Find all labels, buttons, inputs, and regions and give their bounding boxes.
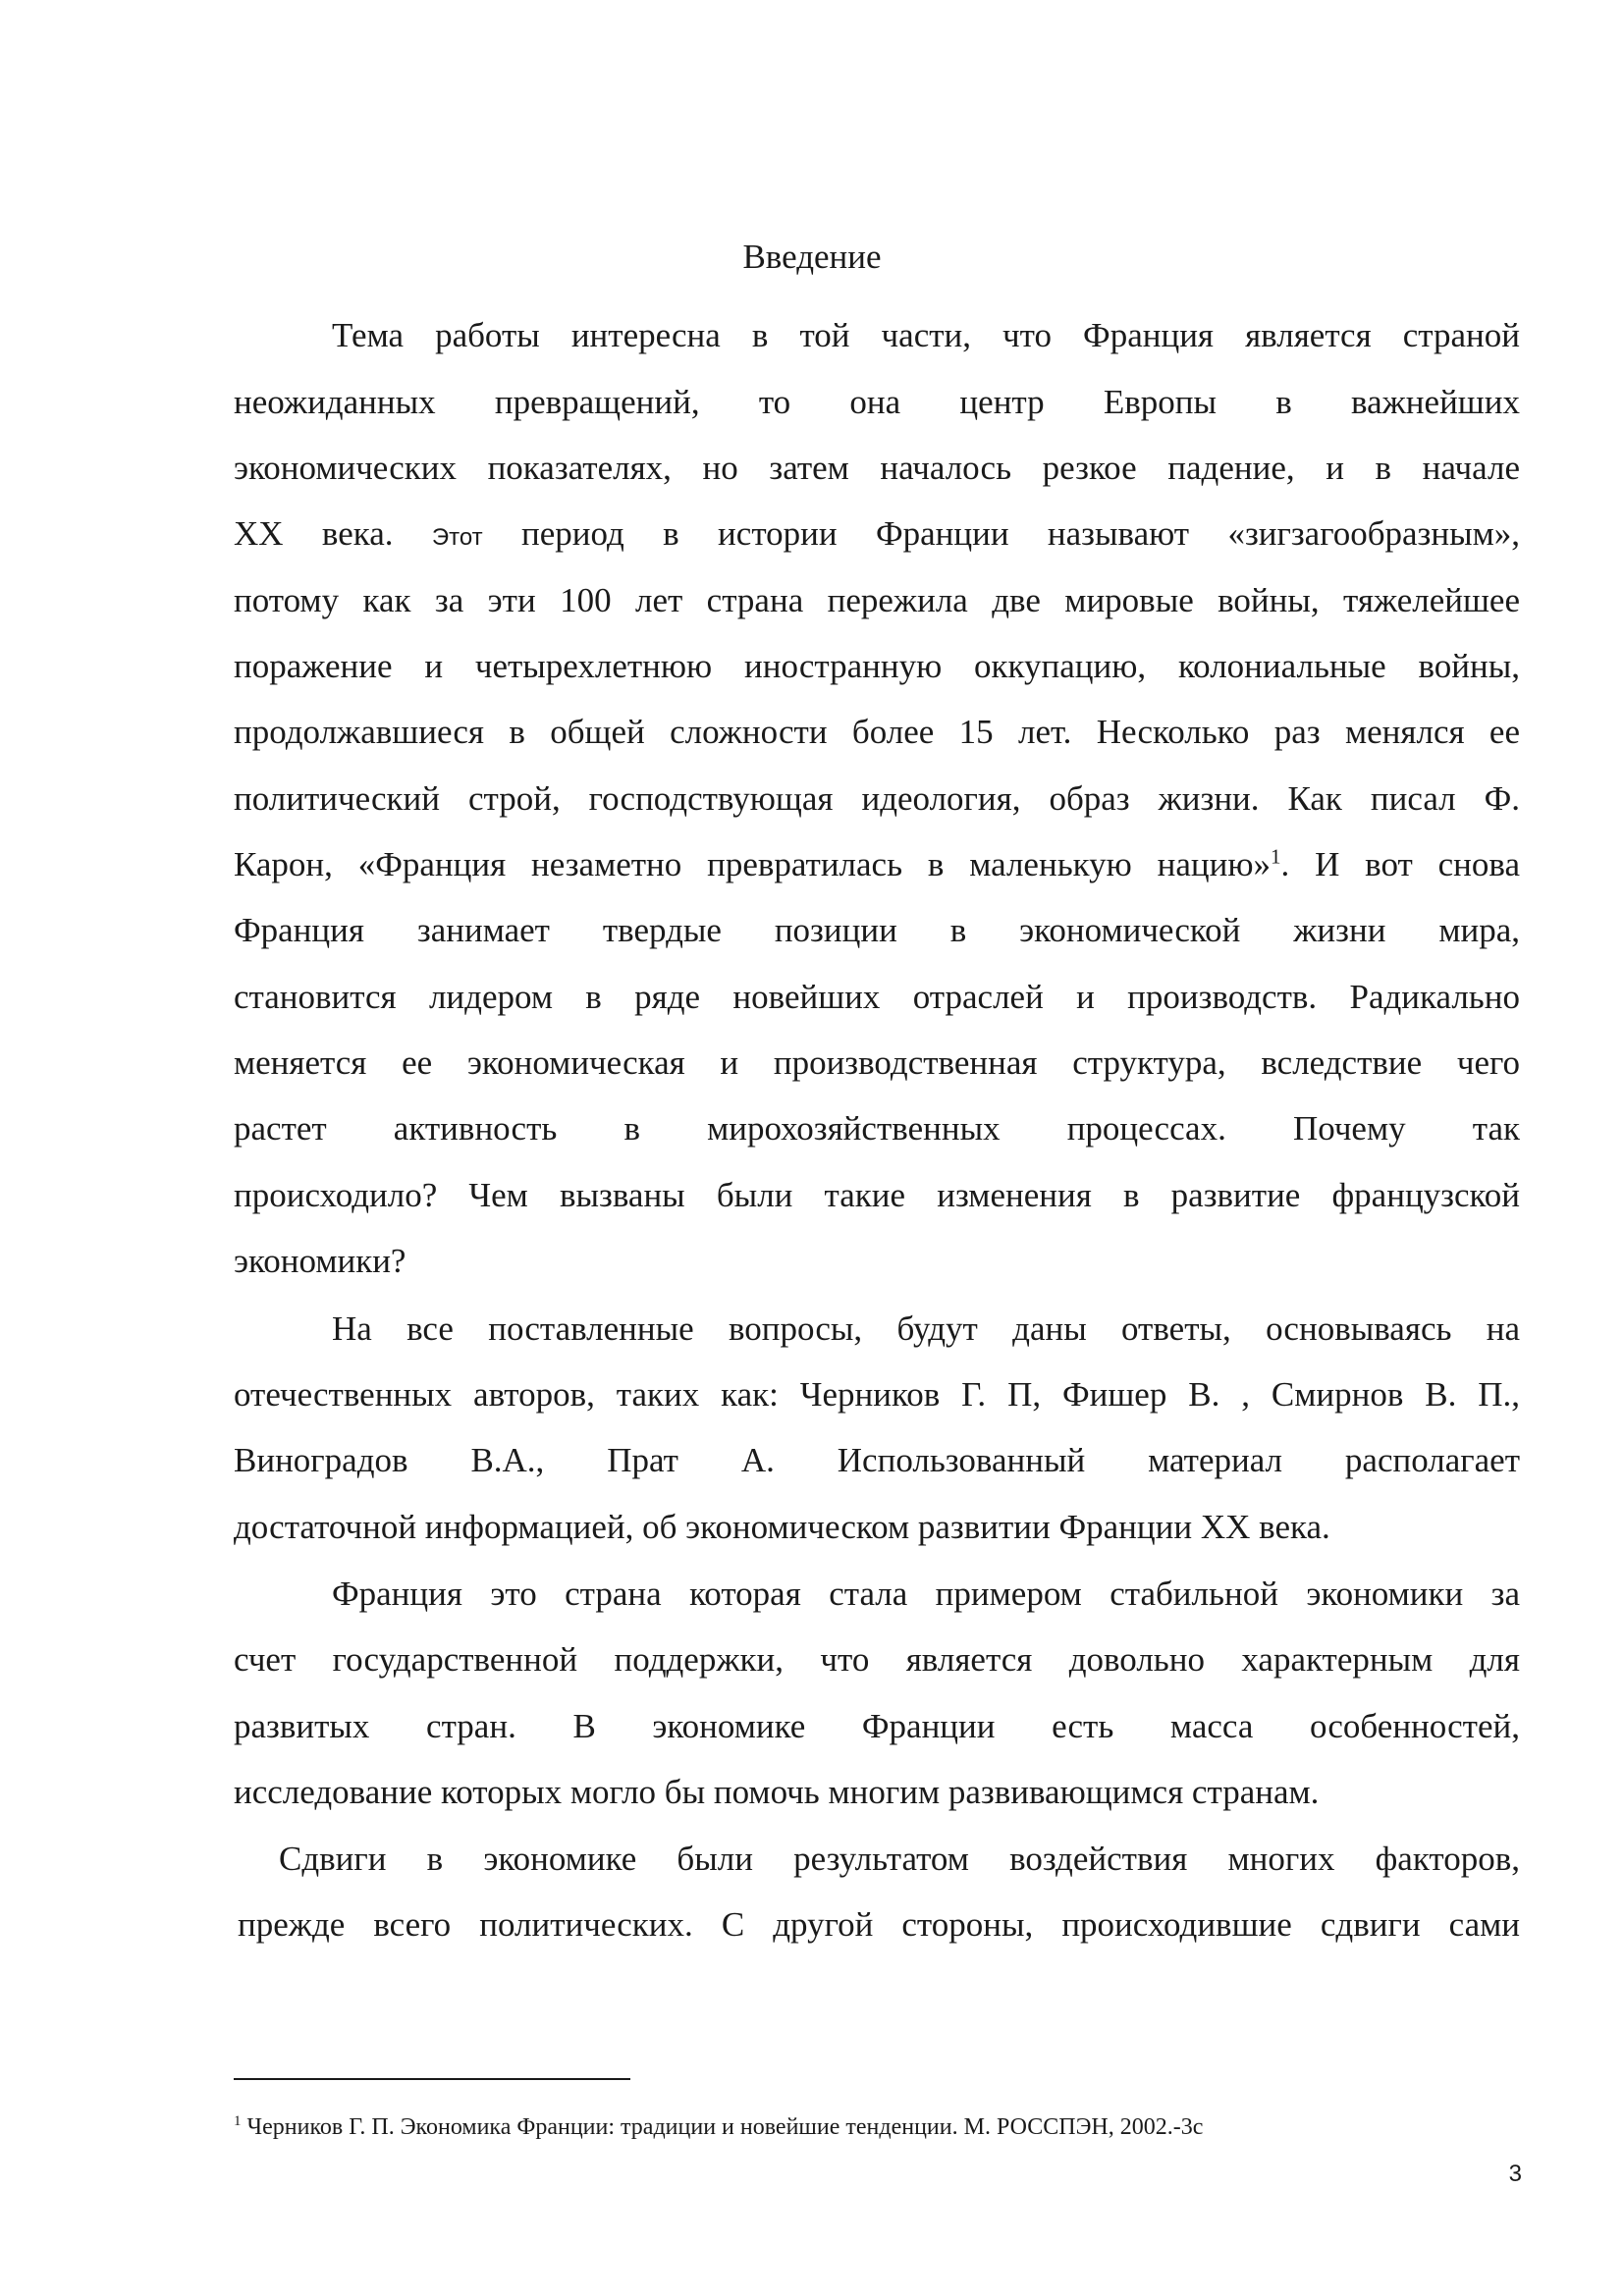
paragraph-2-line-3: Виноградов В.А., Прат А. Использованный материал располагает	[234, 1441, 1520, 1479]
paragraph-3-line-3: развитых стран. В экономике Франции есть масса особенностей,	[234, 1707, 1520, 1745]
paragraph-1-line-5: потому как за эти 100 лет страна пережила две мировые войны, тяжелейшее	[234, 581, 1520, 619]
paragraph-1-line-11: становится лидером в ряде новейших отраслей и производств. Радикально	[234, 978, 1520, 1016]
paragraph-1-line-8: политический строй, господствующая идеология, образ жизни. Как писал Ф.	[234, 779, 1520, 818]
text-span: период в истории Франции называют «зигзагообразным»,	[521, 514, 1521, 553]
paragraph-1-line-4	[234, 510, 1520, 561]
footnote	[234, 2112, 1203, 2142]
page-title: Введение	[742, 238, 882, 276]
footnote-number: 1	[234, 2113, 242, 2129]
paragraph-1-line-14: происходило? Чем вызваны были такие изменения в развитие французской	[234, 1176, 1520, 1214]
paragraph-2-line-2: отечественных авторов, таких как: Черников Г. П, Фишер В. , Смирнов В. П.,	[234, 1375, 1520, 1414]
paragraph-3-line-2: счет государственной поддержки, что является довольно характерным для	[234, 1640, 1520, 1679]
paragraph-1-line-9	[234, 841, 1520, 888]
paragraph-2-line-1: На все поставленные вопросы, будут даны ответы, основываясь на	[332, 1309, 1520, 1348]
text-span: . И вот снова	[1280, 845, 1520, 883]
text-span: XX века.	[234, 514, 394, 553]
page-number: 3	[1508, 2161, 1522, 2187]
paragraph-1-line-7: продолжавшиеся в общей сложности более 15 лет. Несколько раз менялся ее	[234, 713, 1520, 751]
paragraph-1-line-12: меняется ее экономическая и производственная структура, вследствие чего	[234, 1043, 1520, 1082]
paragraph-1-line-6: поражение и четырехлетнюю иностранную оккупацию, колониальные войны,	[234, 647, 1520, 685]
paragraph-2-line-4: достаточной информацией, об экономическом развитии Франции XX века.	[234, 1508, 1330, 1546]
footnote-reference: 1	[1271, 844, 1281, 869]
paragraph-1-line-2: неожиданных превращений, то она центр Европы в важнейших	[234, 383, 1520, 421]
paragraph-3-line-1: Франция это страна которая стала примером стабильной экономики за	[332, 1575, 1520, 1613]
footnote-text: Черников Г. П. Экономика Франции: традиции и новейшие тенденции. М. РОССПЭН, 2002.-3с	[246, 2114, 1204, 2140]
footnote-separator	[234, 2078, 630, 2080]
inline-sans-word: Этот	[431, 524, 483, 551]
paragraph-4-line-2: прежде всего политических. С другой стороны, происходившие сдвиги сами	[238, 1905, 1520, 1944]
paragraph-3-line-4: исследование которых могло бы помочь многим развивающимся странам.	[234, 1773, 1320, 1811]
paragraph-4-line-1: Сдвиги в экономике были результатом воздействия многих факторов,	[279, 1840, 1520, 1878]
text-span: Карон, «Франция незаметно превратилась в маленькую нацию»	[234, 845, 1272, 883]
paragraph-1-line-1: Тема работы интересна в той части, что Франция является страной	[332, 316, 1520, 354]
paragraph-1-line-3: экономических показателях, но затем началось резкое падение, и в начале	[234, 449, 1520, 487]
paragraph-1-line-10: Франция занимает твердые позиции в экономической жизни мира,	[234, 911, 1520, 949]
paragraph-1-line-13: растет активность в мирохозяйственных процессах. Почему так	[234, 1109, 1520, 1148]
paragraph-1-line-15: экономики?	[234, 1242, 406, 1280]
